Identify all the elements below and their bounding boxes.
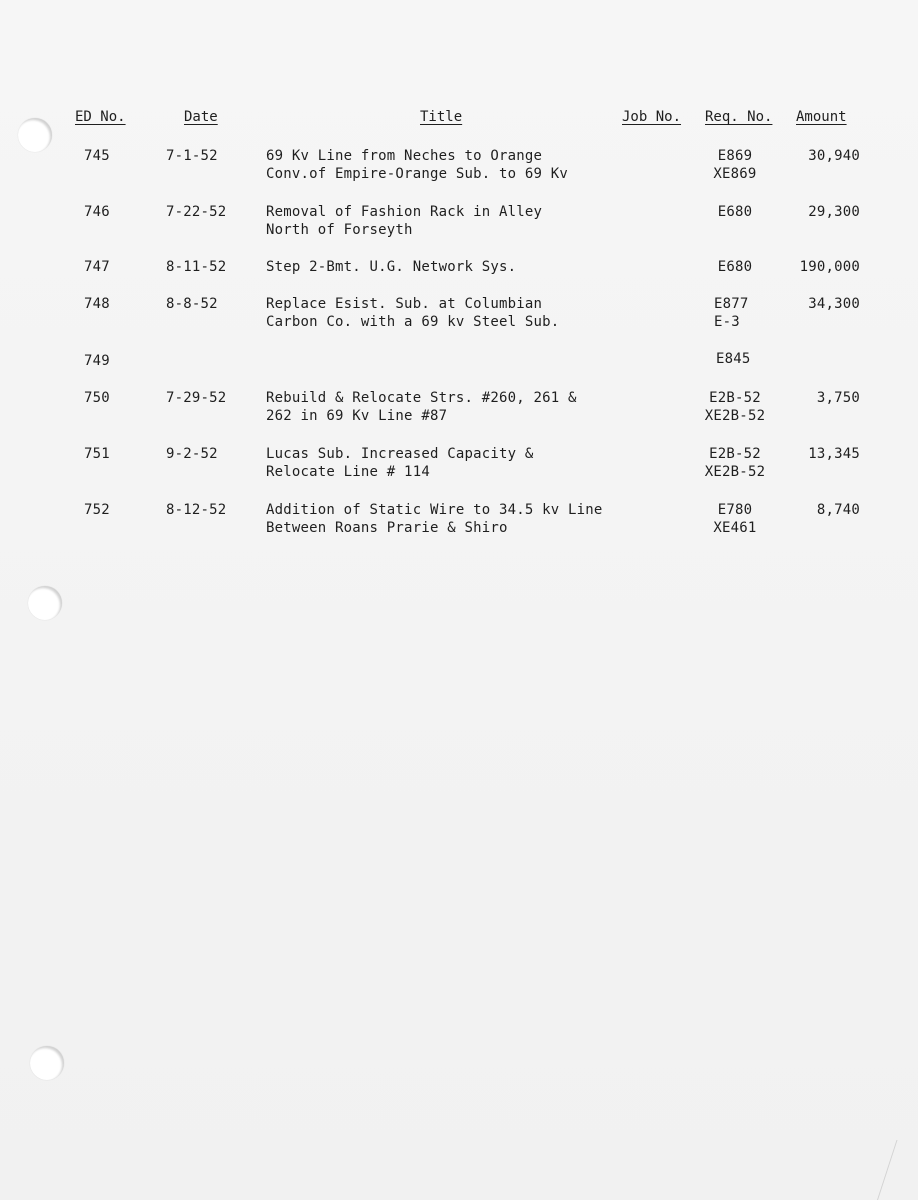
row-750-date: 7-29-52 — [166, 390, 227, 406]
row-746-ed: 746 — [84, 204, 110, 220]
row-752-req-line1: E780 — [717, 502, 753, 518]
header-req-no: Req. No. — [705, 109, 773, 125]
row-751-date: 9-2-52 — [166, 446, 218, 462]
header-amount: Amount — [796, 109, 847, 125]
row-750-title-line2: 262 in 69 Kv Line #87 — [266, 408, 448, 424]
row-745-req-line1: E869 — [717, 148, 753, 164]
row-751-ed: 751 — [84, 446, 110, 462]
row-747-title-line1: Step 2-Bmt. U.G. Network Sys. — [266, 259, 517, 275]
row-745-ed: 745 — [84, 148, 110, 164]
row-752-req-line2: XE461 — [713, 520, 757, 536]
row-745-amount: 30,940 — [808, 148, 860, 164]
row-746-date: 7-22-52 — [166, 204, 227, 220]
row-748-req-line1: E877 — [714, 296, 749, 312]
row-746-req-line1: E680 — [717, 204, 753, 220]
row-746-title-line1: Removal of Fashion Rack in Alley — [266, 204, 543, 220]
row-745-req-line2: XE869 — [713, 166, 757, 182]
row-751-amount: 13,345 — [808, 446, 860, 462]
row-745-title-line1: 69 Kv Line from Neches to Orange — [266, 148, 543, 164]
row-751-title-line2: Relocate Line # 114 — [266, 464, 430, 480]
row-747-amount: 190,000 — [799, 259, 860, 275]
row-748-title-line1: Replace Esist. Sub. at Columbian — [266, 296, 543, 312]
row-746-amount: 29,300 — [808, 204, 860, 220]
punch-hole-bottom — [30, 1046, 64, 1080]
row-748-req-line2: E-3 — [714, 314, 740, 330]
row-751-title-line1: Lucas Sub. Increased Capacity & — [266, 446, 534, 462]
row-752-title-line2: Between Roans Prarie & Shiro — [266, 520, 508, 536]
row-748-amount: 34,300 — [808, 296, 860, 312]
punch-hole-top — [18, 118, 52, 152]
row-752-ed: 752 — [84, 502, 110, 518]
row-745-title-line2: Conv.of Empire-Orange Sub. to 69 Kv — [266, 166, 569, 182]
row-745-date: 7-1-52 — [166, 148, 218, 164]
punch-hole-middle — [28, 586, 62, 620]
row-747-req-line1: E680 — [717, 259, 753, 275]
row-752-date: 8-12-52 — [166, 502, 227, 518]
page-corner-fold — [877, 1140, 918, 1200]
row-750-ed: 750 — [84, 390, 110, 406]
row-750-amount: 3,750 — [816, 390, 860, 406]
header-title: Title — [420, 109, 463, 125]
header-ed-no: ED No. — [75, 109, 126, 125]
row-752-title-line1: Addition of Static Wire to 34.5 kv Line — [266, 502, 603, 518]
row-750-req-line2: XE2B-52 — [704, 408, 766, 424]
row-748-title-line2: Carbon Co. with a 69 kv Steel Sub. — [266, 314, 560, 330]
row-748-ed: 748 — [84, 296, 110, 312]
header-date: Date — [184, 109, 218, 125]
header-job-no: Job No. — [622, 109, 682, 125]
row-749-req-line1: E845 — [716, 351, 751, 367]
row-751-req-line2: XE2B-52 — [704, 464, 766, 480]
row-748-date: 8-8-52 — [166, 296, 218, 312]
row-747-ed: 747 — [84, 259, 110, 275]
row-750-req-line1: E2B-52 — [709, 390, 761, 406]
row-751-req-line1: E2B-52 — [709, 446, 761, 462]
row-752-amount: 8,740 — [816, 502, 860, 518]
row-747-date: 8-11-52 — [166, 259, 227, 275]
row-750-title-line1: Rebuild & Relocate Strs. #260, 261 & — [266, 390, 577, 406]
row-746-title-line2: North of Forseyth — [266, 222, 413, 238]
row-749-ed: 749 — [84, 353, 110, 369]
